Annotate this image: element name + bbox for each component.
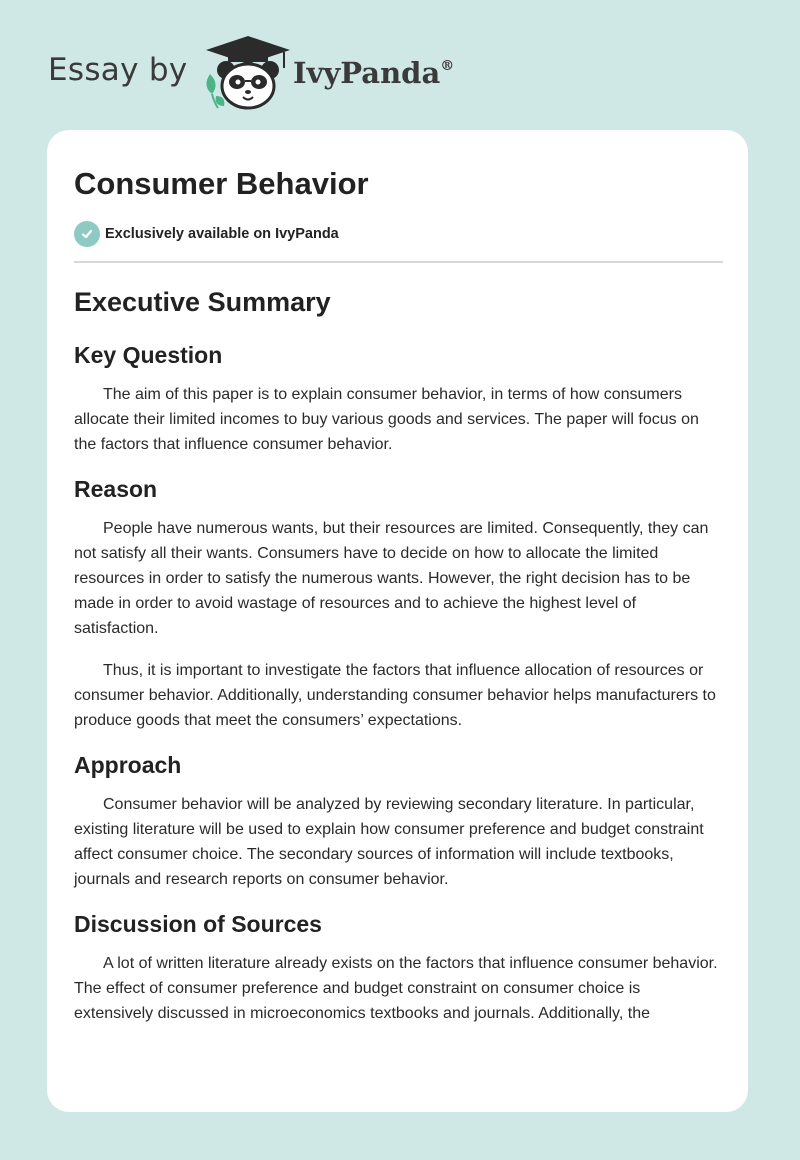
title-divider	[74, 261, 723, 263]
paragraph: The aim of this paper is to explain consumer behavior, in terms of how consumers allocate their limited incomes to buy various goods and services. The paper will focus on the factors that influence consumer behavior.	[74, 386, 699, 453]
heading-discussion-of-sources: Discussion of Sources	[74, 911, 322, 937]
page-title: Consumer Behavior	[74, 166, 369, 201]
panda-graduate-icon[interactable]	[200, 34, 296, 112]
paragraph: A lot of written literature already exists on the factors that influence consumer behavior. The effect of consumer preference and budget constraint on consumer choice is extensively discussed in microeconomics textbooks and journals. Additionally, the	[74, 955, 718, 1022]
badge-label: Exclusively available on IvyPanda	[105, 226, 339, 242]
heading-key-question: Key Question	[74, 342, 223, 368]
heading-approach: Approach	[74, 752, 182, 778]
exclusive-badge	[74, 221, 339, 247]
paragraph: People have numerous wants, but their resources are limited. Consequently, they can not satisfy all their wants. Consumers have to decide on how to allocate the limited resources in order to satisfy the numerous wants. However, the right decision has to be made in order to avoid wastage of resources and to achieve the highest level of satisfaction.	[74, 520, 709, 637]
site-header	[0, 0, 800, 130]
essay-body	[74, 282, 723, 1043]
heading-reason: Reason	[74, 476, 158, 502]
check-circle-icon	[74, 221, 100, 247]
paragraph: Consumer behavior will be analyzed by reviewing secondary literature. In particular, existing literature will be used to explain how consumer preference and budget constraint affect consumer choice. The secondary sources of information will include textbooks, journals and research reports on consumer behavior.	[74, 796, 704, 888]
brand-name[interactable]: IvyPanda®	[293, 56, 455, 90]
heading-executive-summary: Executive Summary	[74, 287, 331, 317]
essay-by-text: Essay by	[48, 52, 188, 88]
essay-card	[47, 130, 748, 1112]
paragraph: Thus, it is important to investigate the factors that influence allocation of resources or consumer behavior. Additionally, understanding consumer behavior helps manufacturers to produce goods that meet the consumers’ expectations.	[74, 662, 716, 729]
